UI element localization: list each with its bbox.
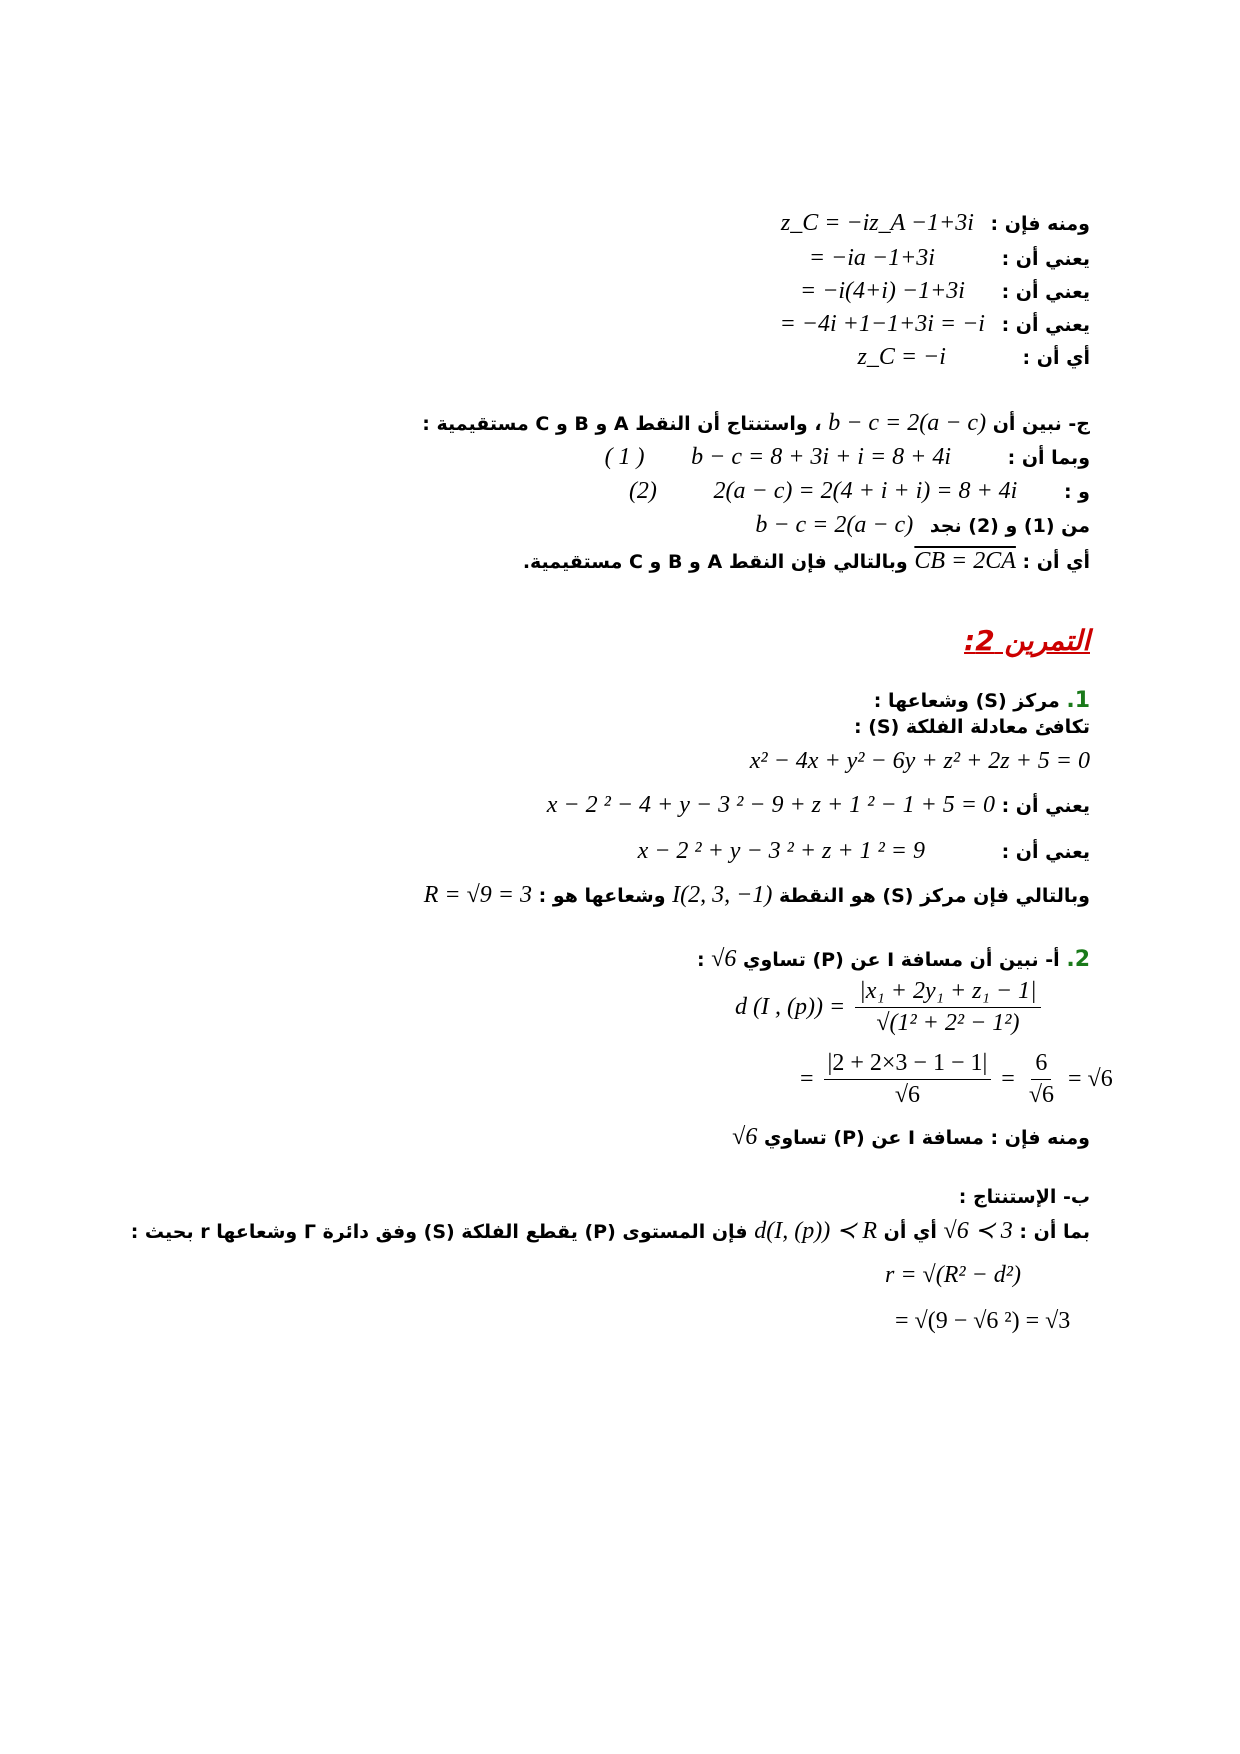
distance-formula: d (I , (p)) = $\frac{\text{|x₁ + 2y₁ + z₁ − 1|}}{\text{√(1² + 2² − 1²)}}$ (735, 978, 1045, 1037)
line-c4: يعني أن : = −4i +1−1+3i = −i (779, 311, 1090, 337)
q1-equation2: يعني أن : x − 2 ² − 4 + y − 3 ² − 9 + z + 1 ² − 1 + 5 = 0 (546, 792, 1090, 818)
line-c1: ومنه فإن : z_C = −iz_A −1+3i (780, 210, 1090, 236)
q1-subtitle: تكافئ معادلة الفلكة (S) : (854, 716, 1090, 738)
line-c5: أي أن : z_C = −i (857, 344, 1090, 370)
part-j-line3: من (1) و (2) نجد b − c = 2(a − c) (755, 512, 1090, 538)
line-c3: يعني أن : = −i(4+i) −1+3i (800, 278, 1090, 304)
q2-title: 2. أ- نبين أن مسافة I عن (P) تساوي √6 : (697, 946, 1090, 972)
q2-so-line: ومنه فإن : مسافة I عن (P) تساوي √6 (732, 1124, 1090, 1150)
line-c2: يعني أن : = −ia −1+3i (808, 245, 1090, 271)
q1-title: 1. مركز (S) وشعاعها : (873, 688, 1090, 713)
exercise2-heading: التمرين 2: (964, 624, 1090, 657)
q2b-line: بما أن : √6 ≺ 3 أي أن d(I, (p)) ≺ R فإن المستوى (P) يقطع الفلكة (S) وفق دائرة Γ وشعاعها r بحيث : (130, 1218, 1090, 1244)
q2b-title: ب- الإستنتاج : (958, 1186, 1090, 1208)
part-j-line4: أي أن : CB = 2CA وبالتالي فإن النقط A و B و C مستقيمية. (522, 548, 1090, 574)
part-j-line1: وبما أن : b − c = 8 + 3i + i = 8 + 4i ( 1 ) (604, 444, 1090, 470)
distance-calculation: = $\frac{|2 + 2\times 3 - 1 - 1|}{√6}$ = $\frac{6}{√6}$ = √6 (800, 1050, 1113, 1108)
part-j-title: ج- نبين أن b − c = 2(a − c) ، واستنتاج أن النقط A و B و C مستقيمية : (422, 410, 1090, 436)
q1-conclusion: وبالتالي فإن مركز (S) هو النقطة I(2, 3, −1) وشعاعها هو : R = √9 = 3 (423, 882, 1090, 908)
q1-equation3: يعني أن : x − 2 ² + y − 3 ² + z + 1 ² = 9 (637, 838, 1090, 864)
radius-result: = √(9 − √6 ²) = √3 (895, 1308, 1071, 1334)
radius-formula: r = √(R² − d²) (885, 1262, 1021, 1288)
q1-equation1: x² − 4x + y² − 6y + z² + 2z + 5 = 0 (749, 748, 1090, 774)
part-j-line2: و : 2(a − c) = 2(4 + i + i) = 8 + 4i (2) (628, 478, 1090, 504)
